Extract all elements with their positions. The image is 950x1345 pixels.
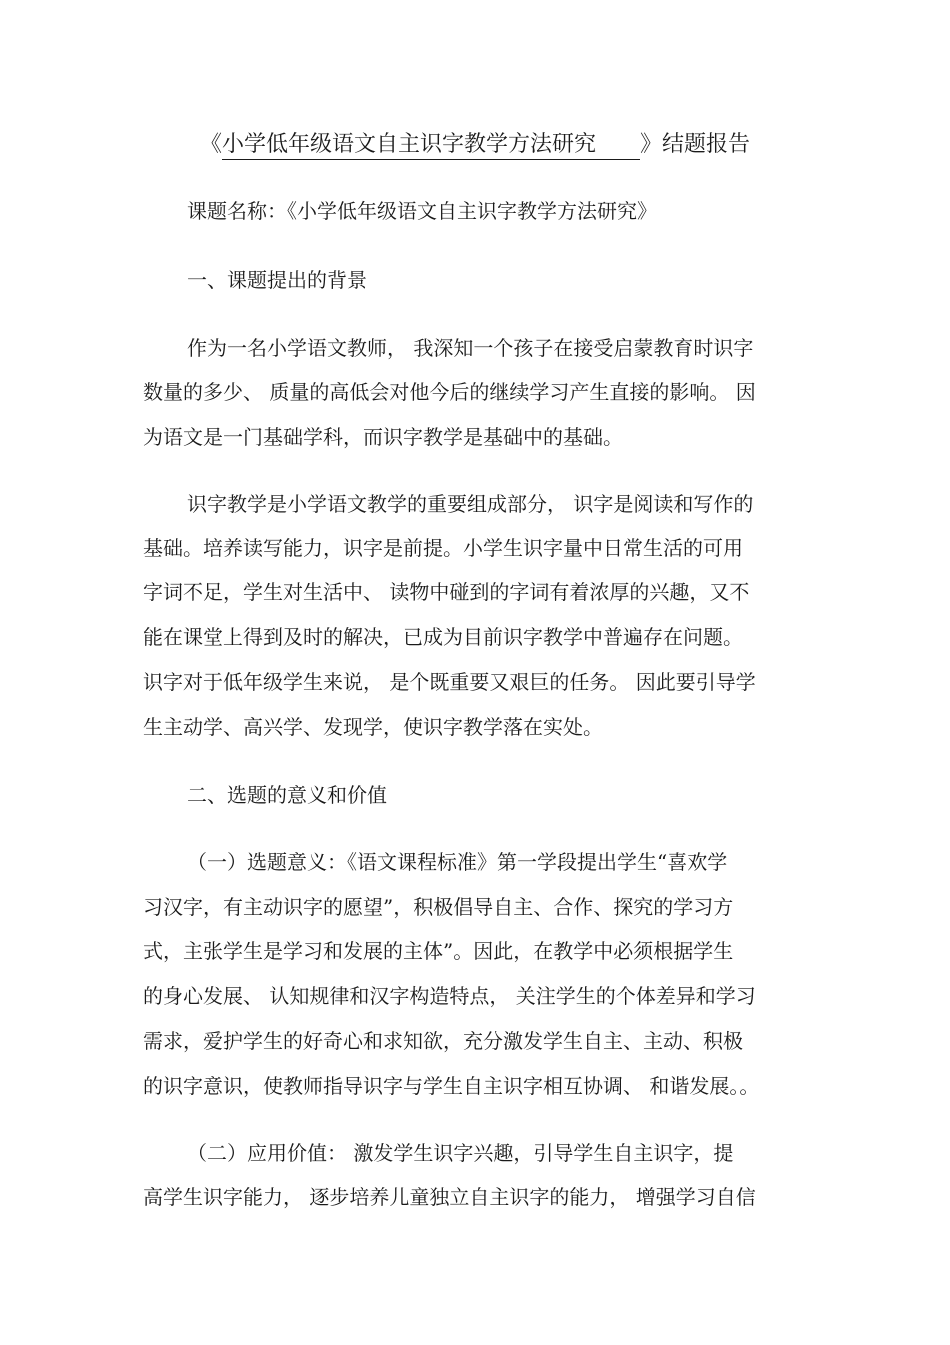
paragraph-line: 生主动学、高兴学、发现学，使识字教学落在实处。 — [143, 715, 603, 739]
paragraph-line: （二）应用价值： 激发学生识字兴趣，引导学生自主识字，提 — [187, 1141, 734, 1165]
paragraph-line: 的识字意识，使教师指导识字与学生自主识字相互协调、 和谐发展。。 — [143, 1074, 760, 1098]
paragraph-line: 字词不足，学生对生活中、 读物中碰到的字词有着浓厚的兴趣，又不 — [143, 580, 750, 604]
paragraph-line: 数量的多少、 质量的高低会对他今后的继续学习产生直接的影响。 因 — [143, 380, 756, 404]
paragraph-line: 能在课堂上得到及时的解决，已成为目前识字教学中普遍存在问题。 — [143, 625, 743, 649]
paragraph-line: 作为一名小学语文教师， 我深知一个孩子在接受启蒙教育时识字 — [187, 336, 754, 360]
title-topic: 小学低年级语文自主识字教学方法研究 — [222, 131, 640, 160]
paragraph-line: 习汉字，有主动识字的愿望”，积极倡导自主、合作、探究的学习方 — [143, 895, 734, 919]
section-heading-background: 一、课题提出的背景 — [187, 268, 367, 292]
paragraph-line: 基础。培养读写能力，识字是前提。小学生识字量中日常生活的可用 — [143, 536, 743, 560]
paragraph-line: 的身心发展、 认知规律和汉字构造特点， 关注学生的个体差异和学习 — [143, 984, 756, 1008]
section-heading-significance: 二、选题的意义和价值 — [187, 783, 387, 807]
paragraph-line: 式，主张学生是学习和发展的主体”。因此，在教学中必须根据学生 — [143, 939, 734, 963]
title-suffix: 》结题报告 — [640, 132, 751, 157]
paragraph-line: 高学生识字能力， 逐步培养儿童独立自主识字的能力， 增强学习自信 — [143, 1185, 756, 1209]
topic-name-line: 课题名称：《小学低年级语文自主识字教学方法研究》 — [187, 199, 657, 223]
paragraph-line: 识字对于低年级学生来说， 是个既重要又艰巨的任务。 因此要引导学 — [143, 670, 756, 694]
paragraph-line: 需求，爱护学生的好奇心和求知欲，充分激发学生自主、主动、积极 — [143, 1029, 743, 1053]
paragraph-line: （一）选题意义：《语文课程标准》第一学段提出学生“喜欢学 — [187, 850, 728, 874]
report-title — [0, 128, 950, 162]
paragraph-line: 为语文是一门基础学科，而识字教学是基础中的基础。 — [143, 425, 623, 449]
title-open-quote: 《 — [199, 132, 222, 157]
paragraph-line: 识字教学是小学语文教学的重要组成部分， 识字是阅读和写作的 — [187, 492, 754, 516]
